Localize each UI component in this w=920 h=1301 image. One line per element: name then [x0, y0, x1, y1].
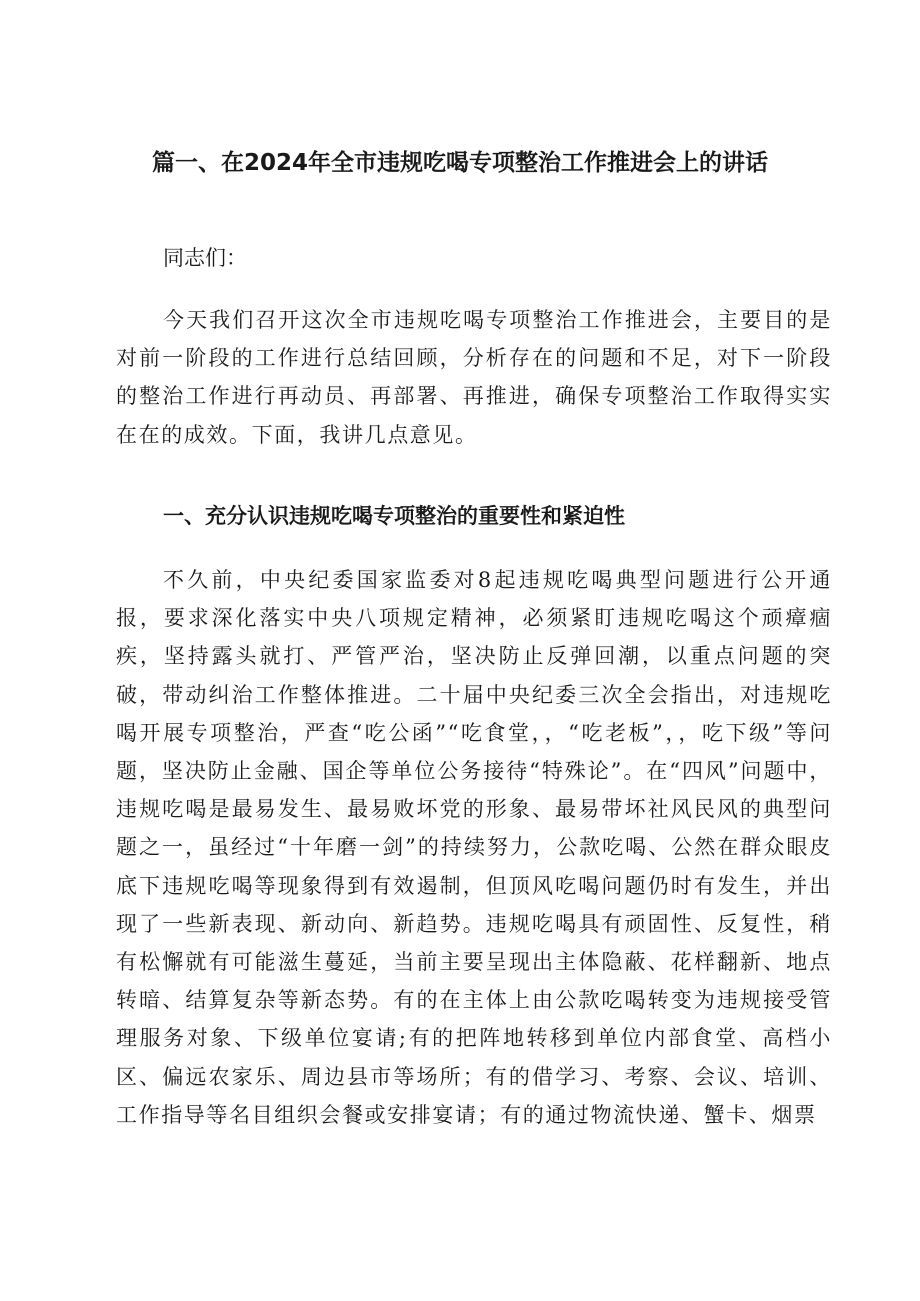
document-title: 篇一、在2024年全市违规吃喝专项整治工作推进会上的讲话: [151, 150, 768, 176]
section-heading-1: 一、充分认识违规吃喝专项整治的重要性和紧迫性: [163, 504, 625, 528]
paragraph-intro: 今天我们召开这次全市违规吃喝专项整治工作推进会，主要目的是对前一阶段的工作进行总结回顾，分析存在的问题和不足，对下一阶段的整治工作进行再动员、再部署、再推进，确保专项整治工作取得实实在在的成效。下面，我讲几点意见。: [116, 308, 832, 447]
salutation: 同志们：: [163, 246, 247, 270]
paragraph-section-1: 不久前，中央纪委国家监委对8起违规吃喝典型问题进行公开通报，要求深化落实中央八项规定精神，必须紧盯违规吃喝这个顽瘴痼疾，坚持露头就打、严管严治，坚决防止反弹回潮，以重点问题的突破，带动纠治工作整体推进。二十届中央纪委三次全会指出，对违规吃喝开展专项整治，严查“吃公函”“吃食堂，，“吃老板”，，吃下级”等问题，坚决防止金融、国企等单位公务接待“特殊论”。在“四风”问题中，违规吃喝是最易发生、最易败坏党的形象、最易带坏社风民风的典型问题之一，虽经过“十年磨一剑”的持续努力，公款吃喝、公然在群众眼皮底下违规吃喝等现象得到有效遏制，但顶风吃喝问题仍时有发生，并出现了一些新表现、新动向、新趋势。违规吃喝具有顽固性、反复性，稍有松懈就有可能滋生蔓延，当前主要呈现出主体隐蔽、花样翻新、地点转暗、结算复杂等新态势。有的在主体上由公款吃喝转变为违规接受管理服务对象、下级单位宴请;有的把阵地转移到单位内部食堂、高档小区、偏远农家乐、周边县市等场所；有的借学习、考察、会议、培训、工作指导等名目组织会餐或安排宴请；有的通过物流快递、蟹卡、烟票: [116, 568, 832, 1127]
